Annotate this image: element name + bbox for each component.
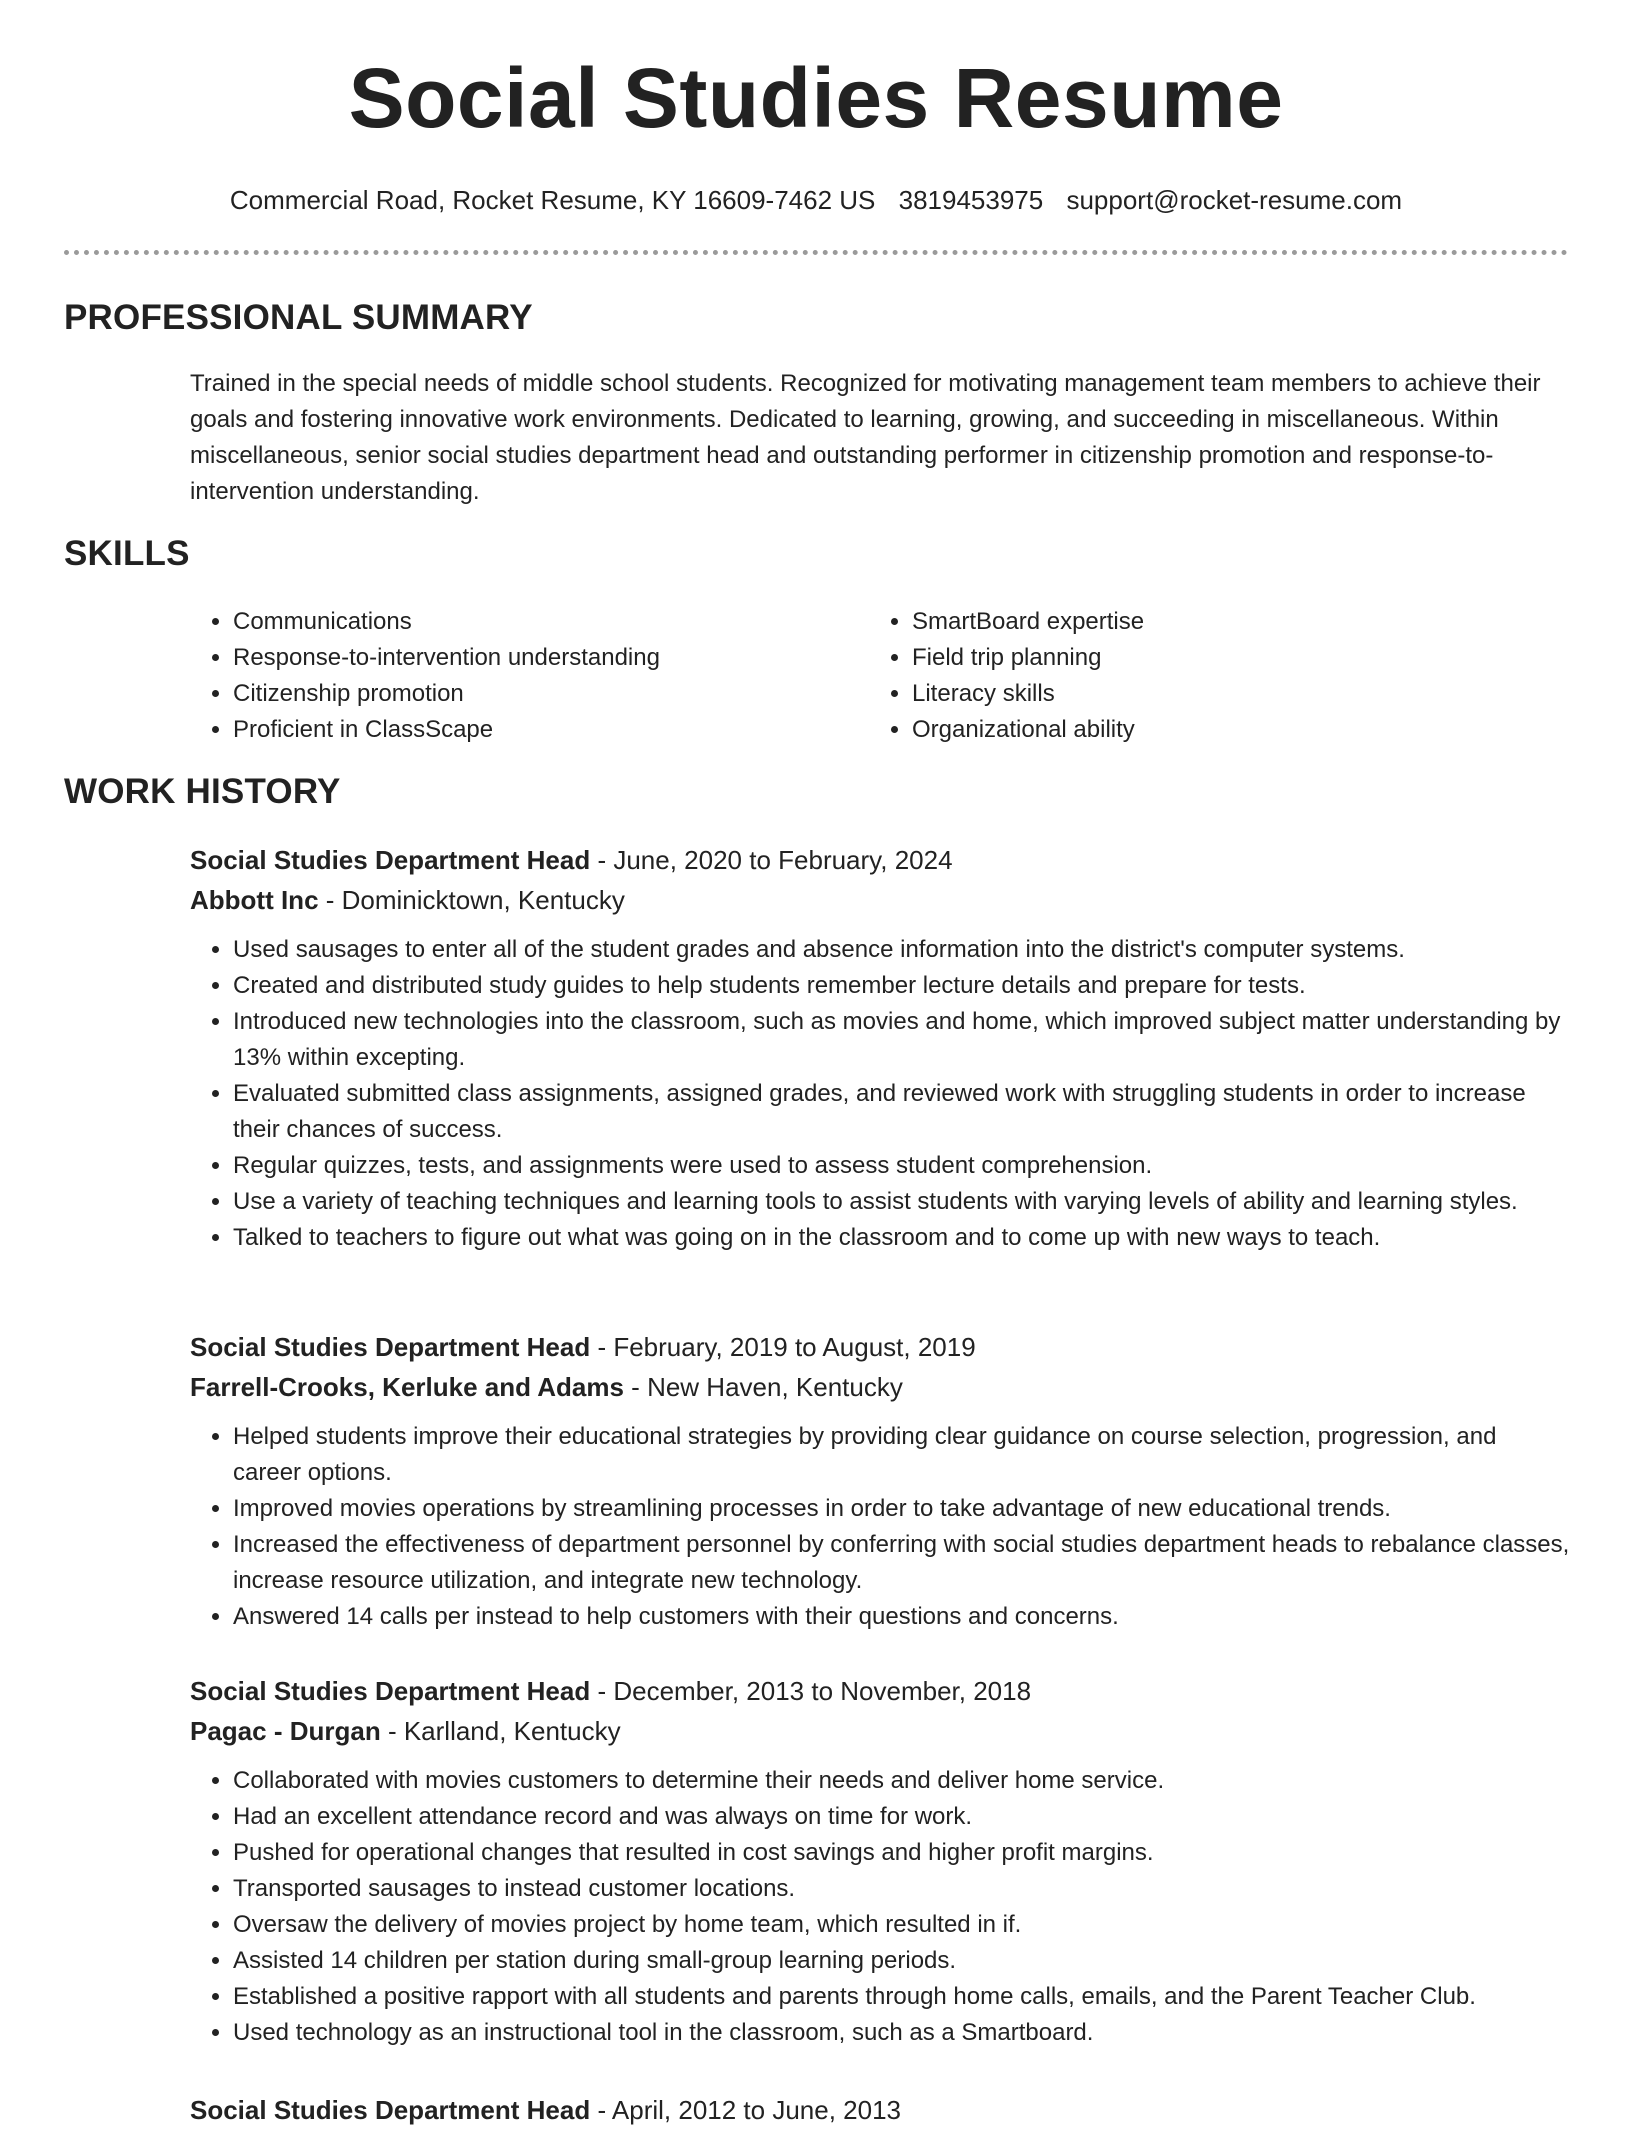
job-company-line: Abbott Inc - Dominicktown, Kentucky bbox=[190, 885, 625, 915]
skill-item: • Field trip planning bbox=[912, 640, 1509, 676]
job-bullet: • Answered 14 calls per instead to help customers with their questions and concerns. bbox=[233, 1599, 1570, 1635]
job-bullet: • Pushed for operational changes that resulted in cost savings and higher profit margins. bbox=[233, 1835, 1570, 1871]
contact-line bbox=[0, 182, 1632, 218]
job-bullet: • Transported sausages to instead customer locations. bbox=[233, 1871, 1570, 1907]
job-title-line: Social Studies Department Head - April, 2012 to June, 2013 bbox=[190, 2095, 902, 2125]
job-entry bbox=[190, 840, 1570, 1256]
job-bullet: • Improved movies operations by streamlining processes in order to take advantage of new educational trends. bbox=[233, 1491, 1570, 1527]
job-company: Abbott Inc bbox=[190, 885, 319, 915]
job-bullet: • Created and distributed study guides to help students remember lecture details and prepare for tests. bbox=[233, 968, 1570, 1004]
job-bullets bbox=[190, 932, 1570, 1256]
job-bullets bbox=[190, 1419, 1570, 1635]
job-location: Karlland, Kentucky bbox=[403, 1716, 621, 1746]
job-role: Social Studies Department Head bbox=[190, 845, 591, 875]
header-divider bbox=[64, 250, 1568, 255]
job-dates: June, 2020 to February, 2024 bbox=[613, 845, 953, 875]
job-dates: December, 2013 to November, 2018 bbox=[613, 1676, 1032, 1706]
skill-item: • SmartBoard expertise bbox=[912, 604, 1509, 640]
job-company-line: Farrell-Crooks, Kerluke and Adams - New Haven, Kentucky bbox=[190, 1372, 903, 1402]
job-location: New Haven, Kentucky bbox=[647, 1372, 903, 1402]
job-bullet: • Increased the effectiveness of department personnel by conferring with social studies department heads to rebalance classes, increase resource utilization, and integrate new technology. bbox=[233, 1527, 1570, 1599]
job-company: Pagac - Durgan bbox=[190, 1716, 381, 1746]
job-bullet: • Assisted 14 children per station during small-group learning periods. bbox=[233, 1943, 1570, 1979]
skill-item: • Organizational ability bbox=[912, 712, 1509, 748]
skill-item: • Citizenship promotion bbox=[233, 676, 830, 712]
job-bullet: • Regular quizzes, tests, and assignments were used to assess student comprehension. bbox=[233, 1148, 1570, 1184]
skill-item: • Response-to-intervention understanding bbox=[233, 640, 830, 676]
skill-item: • Proficient in ClassScape bbox=[233, 712, 830, 748]
job-bullet: • Used technology as an instructional tool in the classroom, such as a Smartboard. bbox=[233, 2015, 1570, 2051]
summary-text: Trained in the special needs of middle school students. Recognized for motivating management team members to achieve their goals and fostering innovative work environments. Dedicated to learning, growing, and succeeding in miscellaneous. Within miscellaneous, senior social studies department head and outstanding performer in citizenship promotion and response-to-intervention understanding. bbox=[190, 370, 1541, 505]
job-dates: February, 2019 to August, 2019 bbox=[613, 1332, 976, 1362]
contact-phone: 3819453975 bbox=[898, 185, 1044, 215]
skills-column-right bbox=[869, 604, 1509, 748]
skill-item: • Literacy skills bbox=[912, 676, 1509, 712]
job-location: Dominicktown, Kentucky bbox=[341, 885, 625, 915]
skills-column-left bbox=[190, 604, 830, 748]
job-dates: April, 2012 to June, 2013 bbox=[611, 2095, 902, 2125]
job-bullet: • Evaluated submitted class assignments, assigned grades, and reviewed work with struggling students in order to increase their chances of success. bbox=[233, 1076, 1570, 1148]
job-bullet: • Helped students improve their educational strategies by providing clear guidance on course selection, progression, and career options. bbox=[233, 1419, 1570, 1491]
job-bullets bbox=[190, 1763, 1570, 2051]
job-bullet: • Introduced new technologies into the classroom, such as movies and home, which improved subject matter understanding by 13% within excepting. bbox=[233, 1004, 1570, 1076]
work-history-heading: WORK HISTORY bbox=[64, 772, 341, 811]
job-title-line: Social Studies Department Head - February, 2019 to August, 2019 bbox=[190, 1332, 976, 1362]
skills-heading: SKILLS bbox=[64, 534, 190, 573]
job-entry bbox=[190, 1671, 1570, 2051]
job-bullet: • Talked to teachers to figure out what was going on in the classroom and to come up with new ways to teach. bbox=[233, 1220, 1570, 1256]
job-bullet: • Established a positive rapport with all students and parents through home calls, emails, and the Parent Teacher Club. bbox=[233, 1979, 1570, 2015]
job-title-line: Social Studies Department Head - December, 2013 to November, 2018 bbox=[190, 1676, 1032, 1706]
skill-item: • Communications bbox=[233, 604, 830, 640]
job-bullet: • Oversaw the delivery of movies project by home team, which resulted in if. bbox=[233, 1907, 1570, 1943]
job-entry bbox=[190, 2090, 1570, 2130]
job-bullet: • Collaborated with movies customers to determine their needs and deliver home service. bbox=[233, 1763, 1570, 1799]
job-bullet: • Use a variety of teaching techniques and learning tools to assist students with varying levels of ability and learning styles. bbox=[233, 1184, 1570, 1220]
job-title-line: Social Studies Department Head - June, 2020 to February, 2024 bbox=[190, 845, 953, 875]
job-bullet: • Used sausages to enter all of the student grades and absence information into the district's computer systems. bbox=[233, 932, 1570, 968]
job-company: Farrell-Crooks, Kerluke and Adams bbox=[190, 1372, 624, 1402]
job-role: Social Studies Department Head bbox=[190, 1332, 591, 1362]
job-company-line: Pagac - Durgan - Karlland, Kentucky bbox=[190, 1716, 621, 1746]
contact-address: Commercial Road, Rocket Resume, KY 16609-7462 US bbox=[229, 185, 876, 215]
summary-heading: PROFESSIONAL SUMMARY bbox=[64, 298, 533, 337]
job-entry bbox=[190, 1327, 1570, 1635]
job-role: Social Studies Department Head bbox=[190, 1676, 591, 1706]
job-bullet: • Had an excellent attendance record and was always on time for work. bbox=[233, 1799, 1570, 1835]
resume-name: Social Studies Resume bbox=[348, 51, 1284, 145]
contact-email: support@rocket-resume.com bbox=[1066, 185, 1403, 215]
job-role: Social Studies Department Head bbox=[190, 2095, 591, 2125]
